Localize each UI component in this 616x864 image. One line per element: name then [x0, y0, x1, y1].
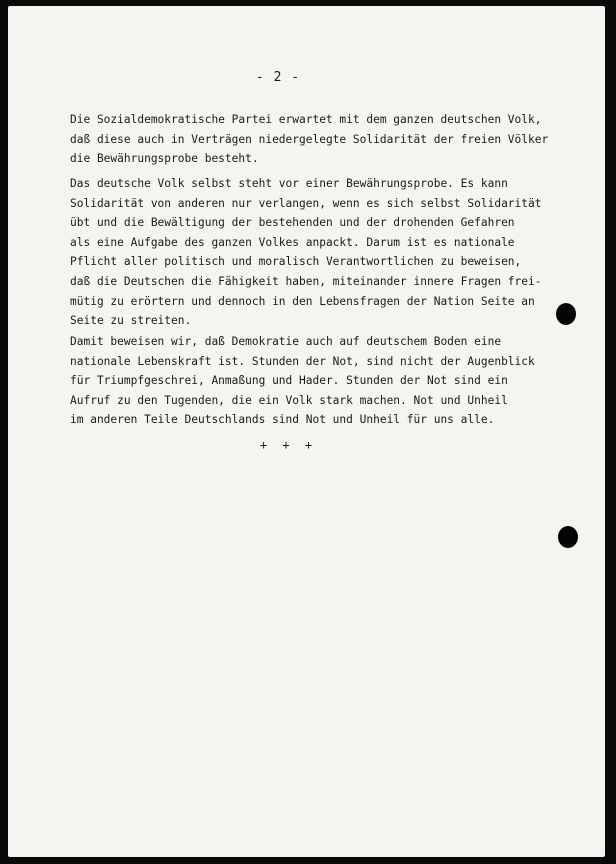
text-line: mütig zu erörtern und dennoch in den Lebensfragen der Nation Seite an [70, 294, 535, 308]
text-line: die Bewährungsprobe besteht. [70, 152, 259, 166]
punch-hole [558, 526, 578, 548]
paragraph-1 [70, 110, 570, 169]
text-line: Damit beweisen wir, daß Demokratie auch auf deutschem Boden eine [70, 335, 502, 348]
punch-hole [556, 303, 576, 325]
page-number: - 2 - [255, 70, 301, 85]
text-line: für Triumpfgeschrei, Anmaßung und Hader. Stunden der Not sind ein [70, 374, 508, 388]
text-line: Aufruf zu den Tugenden, die ein Volk stark machen. Not und Unheil [70, 393, 508, 407]
text-line: daß diese auch in Verträgen niedergelegte Solidarität der freien Völker [70, 132, 549, 146]
text-line: übt und die Bewältigung der bestehenden und der drohenden Gefahren [70, 216, 515, 230]
text-line: nationale Lebenskraft ist. Stunden der Not, sind nicht der Augenblick [70, 354, 535, 368]
paragraph-3 [70, 332, 570, 430]
text-line: Die Sozialdemokratische Partei erwartet mit dem ganzen deutschen Volk, [70, 113, 542, 126]
text-line: Pflicht aller politisch und moralisch Verantwortlichen zu beweisen, [70, 255, 522, 269]
text-line: im anderen Teile Deutschlands sind Not und Unheil für uns alle. [70, 413, 495, 427]
text-line: Das deutsche Volk selbst steht vor einer Bewährungsprobe. Es kann [70, 177, 508, 190]
closing-mark: + + + [259, 438, 317, 452]
text-line: Seite zu streiten. [70, 314, 192, 328]
text-line: Solidarität von anderen nur verlangen, wenn es sich selbst Solidarität [70, 196, 542, 210]
text-line: als eine Aufgabe des ganzen Volkes anpackt. Darum ist es nationale [70, 235, 515, 249]
text-line: daß die Deutschen die Fähigkeit haben, miteinander innere Fragen frei- [70, 274, 542, 288]
document-page [8, 6, 605, 857]
paragraph-2 [70, 174, 570, 331]
